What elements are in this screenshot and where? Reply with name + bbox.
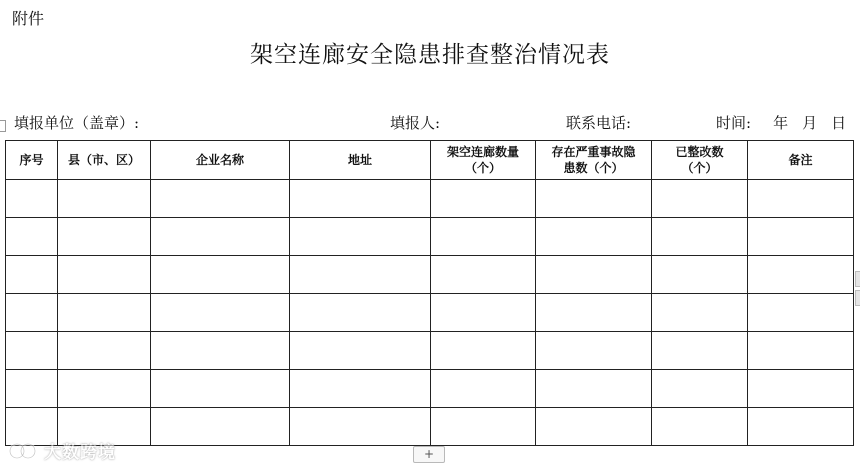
col-header-county: 县（市、区） (58, 141, 151, 180)
table-cell[interactable] (290, 408, 431, 446)
table-cell[interactable] (431, 294, 536, 332)
table-cell[interactable] (748, 180, 854, 218)
table-cell[interactable] (6, 256, 58, 294)
watermark-logo-icon (8, 441, 38, 461)
fill-time-label: 时间: (716, 114, 752, 132)
table-row (6, 370, 854, 408)
table-cell[interactable] (290, 180, 431, 218)
table-cell[interactable] (652, 408, 748, 446)
table-cell[interactable] (6, 294, 58, 332)
col-header-address: 地址 (290, 141, 431, 180)
table-cell[interactable] (6, 180, 58, 218)
table-cell[interactable] (536, 370, 652, 408)
table-cell[interactable] (652, 294, 748, 332)
table-cell[interactable] (151, 370, 290, 408)
col-header-remarks: 备注 (748, 141, 854, 180)
fill-phone-label: 联系电话: (566, 114, 632, 132)
table-cell[interactable] (290, 294, 431, 332)
page-title: 架空连廊安全隐患排查整治情况表 (250, 42, 610, 68)
table-cell[interactable] (748, 294, 854, 332)
table-cell[interactable] (431, 370, 536, 408)
table-cell[interactable] (290, 218, 431, 256)
table-cell[interactable] (290, 256, 431, 294)
report-table (5, 140, 854, 446)
fill-time-field (716, 112, 846, 133)
table-cell[interactable] (431, 408, 536, 446)
table-cell[interactable] (652, 332, 748, 370)
table-cell[interactable] (536, 256, 652, 294)
table-row (6, 332, 854, 370)
table-cell[interactable] (431, 218, 536, 256)
table-cell[interactable] (652, 370, 748, 408)
table-cell[interactable] (652, 256, 748, 294)
row-resize-handle[interactable] (855, 290, 860, 306)
table-cell[interactable] (536, 294, 652, 332)
table-cell[interactable] (748, 370, 854, 408)
table-cell[interactable] (58, 256, 151, 294)
col-header-company: 企业名称 (151, 141, 290, 180)
table-cell[interactable] (431, 256, 536, 294)
fill-month-label: 月 (802, 114, 818, 132)
table-cell[interactable] (748, 332, 854, 370)
table-row (6, 180, 854, 218)
col-header-corridor-count: 架空连廊数量 （个） (431, 141, 536, 180)
col-header-rectified-count: 已整改数 （个） (652, 141, 748, 180)
table-cell[interactable] (431, 180, 536, 218)
col-header-index: 序号 (6, 141, 58, 180)
table-cell[interactable] (536, 408, 652, 446)
table-cell[interactable] (58, 180, 151, 218)
fill-day-label: 日 (831, 114, 847, 132)
table-cell[interactable] (290, 370, 431, 408)
table-row (6, 294, 854, 332)
table-cell[interactable] (151, 408, 290, 446)
fill-unit-label: 填报单位（盖章）: (14, 114, 140, 132)
table-cell[interactable] (6, 370, 58, 408)
table-cell[interactable] (6, 332, 58, 370)
table-cell[interactable] (58, 294, 151, 332)
table-cell[interactable] (652, 218, 748, 256)
attachment-label: 附件 (12, 9, 45, 28)
table-cell[interactable] (151, 294, 290, 332)
table-cell[interactable] (151, 332, 290, 370)
table-cell[interactable] (151, 218, 290, 256)
table-cell[interactable] (151, 256, 290, 294)
table-cell[interactable] (151, 180, 290, 218)
table-row (6, 408, 854, 446)
table-row (6, 218, 854, 256)
table-cell[interactable] (58, 332, 151, 370)
table-cell[interactable] (536, 218, 652, 256)
table-cell[interactable] (536, 180, 652, 218)
fill-person-label: 填报人: (390, 114, 441, 132)
table-cell[interactable] (58, 218, 151, 256)
table-cell[interactable] (748, 408, 854, 446)
table-cell[interactable] (748, 218, 854, 256)
add-row-button[interactable]: + (413, 446, 445, 463)
watermark-text: 大数跨境 (44, 443, 116, 463)
fill-year-label: 年 (773, 114, 789, 132)
table-cell[interactable] (431, 332, 536, 370)
table-cell[interactable] (290, 332, 431, 370)
table-cell[interactable] (652, 180, 748, 218)
watermark (8, 438, 116, 463)
table-header-row (6, 141, 854, 180)
row-resize-handle[interactable] (855, 271, 860, 287)
table-cell[interactable] (536, 332, 652, 370)
table-cell[interactable] (6, 218, 58, 256)
table-row (6, 256, 854, 294)
table-cell[interactable] (58, 370, 151, 408)
col-header-hazard-count: 存在严重事故隐 患数（个） (536, 141, 652, 180)
table-move-handle[interactable] (0, 120, 6, 132)
table-cell[interactable] (748, 256, 854, 294)
